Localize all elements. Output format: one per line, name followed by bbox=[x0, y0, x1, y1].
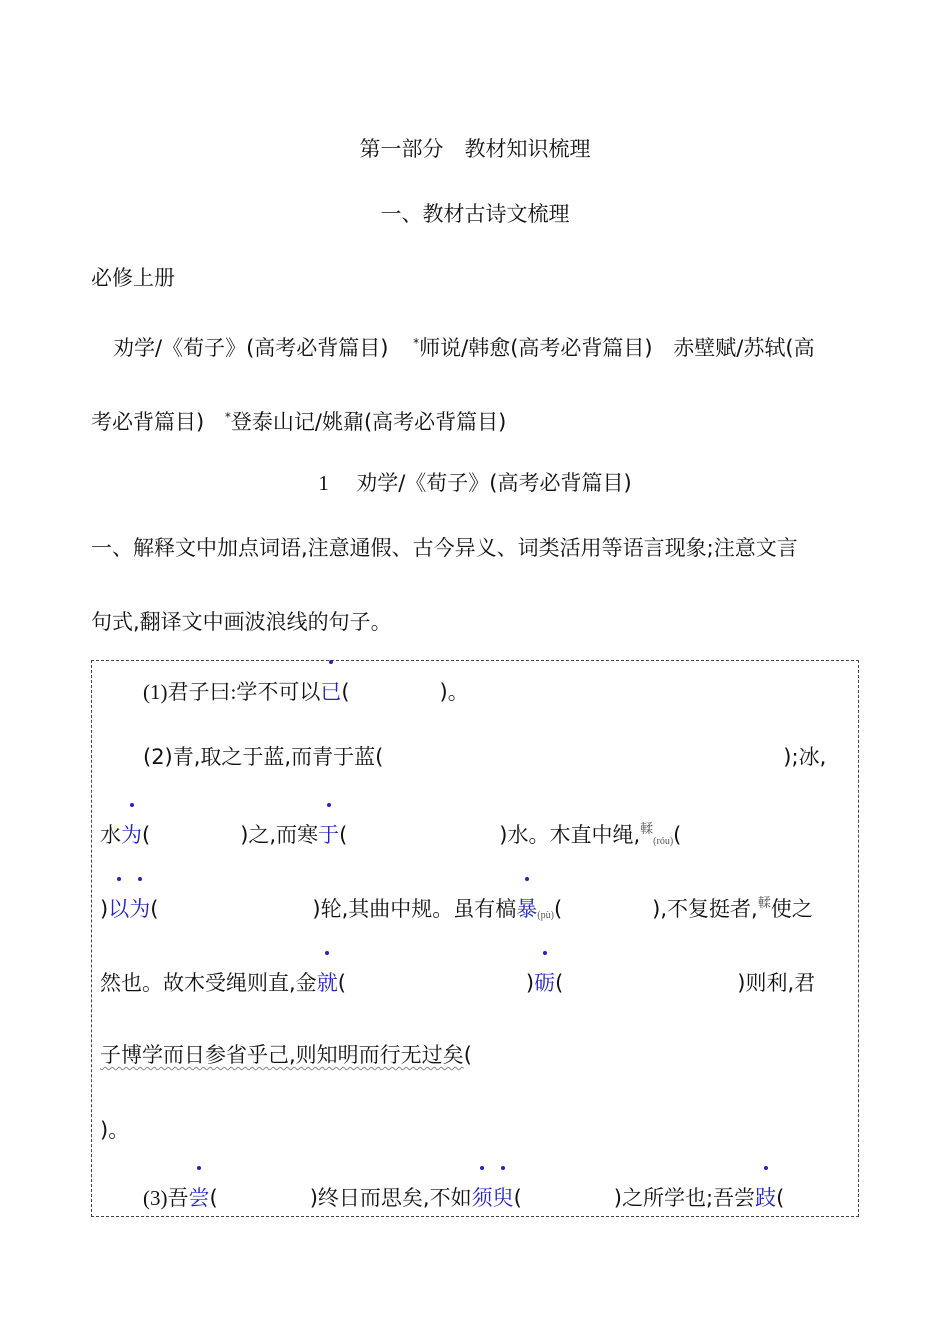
emphasis-dot bbox=[117, 877, 121, 881]
emphasis-dot bbox=[764, 1166, 768, 1170]
exercise-line-3 bbox=[100, 820, 681, 855]
small-glyph: 輮 bbox=[640, 822, 654, 837]
volume-label: 必修上册 bbox=[91, 266, 175, 290]
text: ),不复挺者, bbox=[652, 897, 758, 921]
toc-item-quanxue: 劝学/《荀子》(高考必背篇目) bbox=[113, 336, 389, 360]
paren-open: ( bbox=[463, 1043, 472, 1067]
paren-open: ( bbox=[142, 823, 151, 847]
text: )终日而思矣,不如 bbox=[309, 1186, 472, 1210]
paren-open: ( bbox=[339, 823, 348, 847]
toc-item-continued: 考必背篇目) bbox=[91, 410, 205, 434]
instruction-line-1: 一、解释文中加点词语,注意通假、古今异义、词类活用等语言现象;注意文言 bbox=[91, 536, 798, 560]
text: )轮,其曲中规。虽有槁 bbox=[312, 897, 517, 921]
text: )之,而寒 bbox=[240, 823, 319, 847]
paren-open: ( bbox=[555, 971, 564, 995]
pinyin-annotation: (róu) bbox=[653, 836, 674, 847]
lesson-number: 1 bbox=[318, 471, 329, 495]
dotted-word: 尝 bbox=[189, 1186, 210, 1210]
paren-close: )。 bbox=[100, 1118, 130, 1142]
dotted-word: 于 bbox=[318, 823, 339, 847]
toc-item-shishuo: 师说/韩愈(高考必背篇目) bbox=[419, 336, 653, 360]
emphasis-dot bbox=[327, 803, 331, 807]
text: ) bbox=[525, 971, 535, 995]
dotted-word: 暴 bbox=[516, 897, 537, 921]
section-title: 一、教材古诗文梳理 bbox=[380, 202, 570, 226]
toc-item-chibifu: 赤壁赋/苏轼(高 bbox=[673, 336, 815, 360]
paren-open: ( bbox=[673, 823, 682, 847]
text: )水。木直中绳, bbox=[499, 823, 641, 847]
toc-item-dengtaishan: 登泰山记/姚鼐(高考必背篇目) bbox=[230, 410, 507, 434]
text: )之所学也;吾尝 bbox=[613, 1186, 756, 1210]
text: ) bbox=[100, 897, 109, 921]
paren-close: )。 bbox=[439, 680, 469, 704]
text: )则利,君 bbox=[737, 971, 816, 995]
emphasis-dot bbox=[130, 803, 134, 807]
exercise-line-1 bbox=[143, 677, 469, 707]
paren-open: ( bbox=[776, 1186, 785, 1210]
lesson-title bbox=[0, 468, 950, 498]
paren-open: ( bbox=[553, 897, 563, 921]
exercise-line-6 bbox=[100, 1040, 472, 1070]
paren-open: ( bbox=[150, 897, 159, 921]
exercise-line-4 bbox=[100, 894, 813, 929]
lesson-name: 劝学/《荀子》(高考必背篇目) bbox=[356, 471, 632, 495]
paren-open: ( bbox=[337, 971, 346, 995]
emphasis-dot bbox=[525, 877, 529, 881]
paren-open: ( bbox=[209, 1186, 218, 1210]
text: );冰, bbox=[783, 745, 827, 769]
exercise-line-5 bbox=[100, 968, 815, 998]
dotted-word: 已 bbox=[320, 680, 341, 704]
text: 然也。故木受绳则直,金 bbox=[100, 971, 317, 995]
small-glyph: 輮 bbox=[757, 896, 771, 911]
text: 水 bbox=[100, 823, 121, 847]
exercise-line-7 bbox=[100, 1115, 129, 1145]
wavy-underlined-sentence: 子博学而日参省乎己,则知明而行无过矣 bbox=[100, 1043, 464, 1067]
exercise-line-8 bbox=[143, 1183, 784, 1213]
toc-line-2 bbox=[91, 402, 506, 437]
text: 使之 bbox=[770, 897, 813, 921]
text: (2)青,取之于蓝,而青于蓝( bbox=[143, 745, 384, 769]
required-star: * bbox=[224, 410, 231, 424]
dotted-word: 须臾 bbox=[472, 1186, 514, 1210]
toc-line-1 bbox=[113, 328, 815, 363]
exercise-line-2 bbox=[143, 742, 826, 772]
emphasis-dot bbox=[543, 951, 547, 955]
pinyin-annotation: (pù) bbox=[537, 910, 554, 921]
paren-open: ( bbox=[341, 680, 350, 704]
text: (3)吾 bbox=[143, 1186, 189, 1210]
dotted-word: 为 bbox=[121, 823, 142, 847]
dotted-word: 跂 bbox=[755, 1186, 776, 1210]
instruction-line-2: 句式,翻译文中画波浪线的句子。 bbox=[91, 610, 392, 634]
required-star: * bbox=[413, 336, 420, 350]
dotted-word: 以为 bbox=[108, 897, 150, 921]
dotted-word: 就 bbox=[317, 971, 338, 995]
dotted-word: 砺 bbox=[534, 971, 555, 995]
emphasis-dot bbox=[197, 1166, 201, 1170]
part-title: 第一部分 教材知识梳理 bbox=[359, 137, 591, 161]
emphasis-dot bbox=[138, 877, 142, 881]
emphasis-dot bbox=[329, 660, 333, 664]
text: (1)君子曰:学不可以 bbox=[143, 680, 321, 704]
paren-open: ( bbox=[513, 1186, 522, 1210]
